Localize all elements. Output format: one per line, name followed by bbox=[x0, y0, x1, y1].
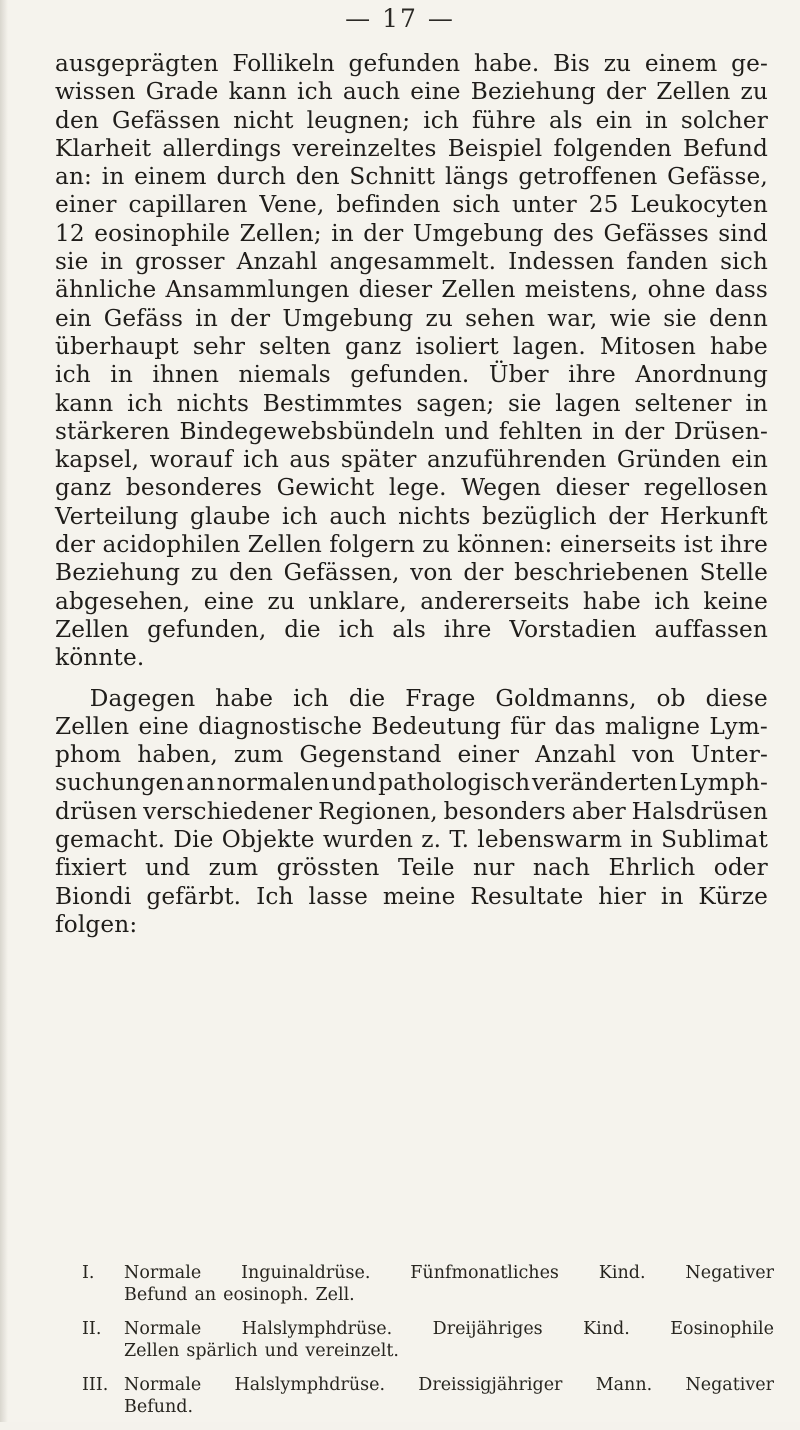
text-line: Verteilung glaube ich auch nichts bezüglich der Herkunft bbox=[55, 502, 768, 530]
text-line: der acidophilen Zellen folgern zu können: einerseits ist ihre bbox=[55, 531, 768, 559]
text-line: könnte. bbox=[55, 644, 145, 672]
text-line: wissen Grade kann ich auch eine Beziehung der Zellen zu bbox=[55, 78, 768, 106]
text-line: ähnliche Ansammlungen dieser Zellen meistens, ohne dass bbox=[55, 276, 768, 304]
text-line: ausgeprägten Follikeln gefunden habe. Bis zu einem ge- bbox=[55, 50, 768, 77]
text-line: folgen: bbox=[55, 910, 138, 938]
text-line: ich in ihnen niemals gefunden. Über ihre Anordnung bbox=[55, 361, 768, 389]
text-line: Normale Halslymphdrüse. Dreijähriges Kind. Eosinophile bbox=[124, 1319, 774, 1339]
body-text bbox=[55, 50, 768, 939]
text-line: stärkeren Bindegewebsbündeln und fehlten in der Drüsen- bbox=[55, 417, 768, 445]
text-line: kapsel, worauf ich aus später anzuführenden Gründen ein bbox=[55, 446, 768, 474]
text-line: ein Gefäss in der Umgebung zu sehen war, wie sie denn bbox=[55, 304, 768, 332]
text-line: an: in einem durch den Schnitt längs getroffenen Gefässe, bbox=[55, 163, 768, 191]
text-line: ganz besonderes Gewicht lege. Wegen dieser regellosen bbox=[55, 474, 768, 502]
text-line: Befund. bbox=[124, 1397, 194, 1417]
text-line: kann ich nichts Bestimmtes sagen; sie lagen seltener in bbox=[55, 389, 768, 417]
text-line: einer capillaren Vene, befinden sich unter 25 Leukocyten bbox=[55, 191, 768, 219]
text-line: 12 eosinophile Zellen; in der Umgebung des Gefässes sind bbox=[55, 219, 768, 247]
page-edge-shadow bbox=[0, 0, 8, 1422]
finding-number: III. bbox=[82, 1375, 109, 1395]
finding-entry bbox=[82, 1262, 774, 1306]
finding-entry bbox=[82, 1374, 774, 1418]
text-line: gemacht. Die Objekte wurden z. T. lebenswarm in Sublimat bbox=[55, 826, 768, 854]
text-line: abgesehen, eine zu unklare, andererseits habe ich keine bbox=[55, 587, 768, 615]
text-line: Klarheit allerdings vereinzeltes Beispiel folgenden Befund bbox=[55, 134, 768, 162]
text-line: Normale Inguinaldrüse. Fünfmonatliches Kind. Negativer bbox=[124, 1263, 774, 1283]
text-line: Normale Halslymphdrüse. Dreissigjähriger Mann. Negativer bbox=[124, 1375, 774, 1395]
text-line: phom haben, zum Gegenstand einer Anzahl von Unter- bbox=[55, 741, 768, 769]
finding-number: II. bbox=[82, 1319, 102, 1339]
text-line: überhaupt sehr selten ganz isoliert lagen. Mitosen habe bbox=[55, 332, 768, 360]
text-line: Zellen gefunden, die ich als ihre Vorstadien auffassen bbox=[55, 615, 768, 643]
text-line: Befund an eosinoph. Zell. bbox=[124, 1285, 355, 1305]
paragraph-1 bbox=[55, 50, 768, 673]
text-line: fixiert und zum grössten Teile nur nach Ehrlich oder bbox=[55, 854, 768, 882]
page-number: — 17 — bbox=[345, 4, 455, 33]
finding-number: I. bbox=[82, 1263, 95, 1283]
text-line: Zellen eine diagnostische Bedeutung für das maligne Lym- bbox=[55, 712, 768, 740]
paragraph-2 bbox=[55, 685, 768, 940]
findings-list bbox=[82, 1262, 774, 1430]
text-line: den Gefässen nicht leugnen; ich führe als ein in solcher bbox=[55, 106, 768, 134]
text-line: drüsen verschiedener Regionen, besonders aber Halsdrüsen bbox=[55, 797, 768, 825]
text-line: suchungen an normalen und pathologisch veränderten Lymph- bbox=[55, 769, 768, 797]
text-line: sie in grosser Anzahl angesammelt. Indessen fanden sich bbox=[55, 248, 768, 276]
text-line: Biondi gefärbt. Ich lasse meine Resultate hier in Kürze bbox=[55, 882, 768, 910]
finding-entry bbox=[82, 1318, 774, 1362]
text-line: Beziehung zu den Gefässen, von der beschriebenen Stelle bbox=[55, 559, 768, 587]
text-line: Dagegen habe ich die Frage Goldmanns, ob diese bbox=[89, 684, 768, 712]
text-line: Zellen spärlich und vereinzelt. bbox=[124, 1341, 399, 1361]
